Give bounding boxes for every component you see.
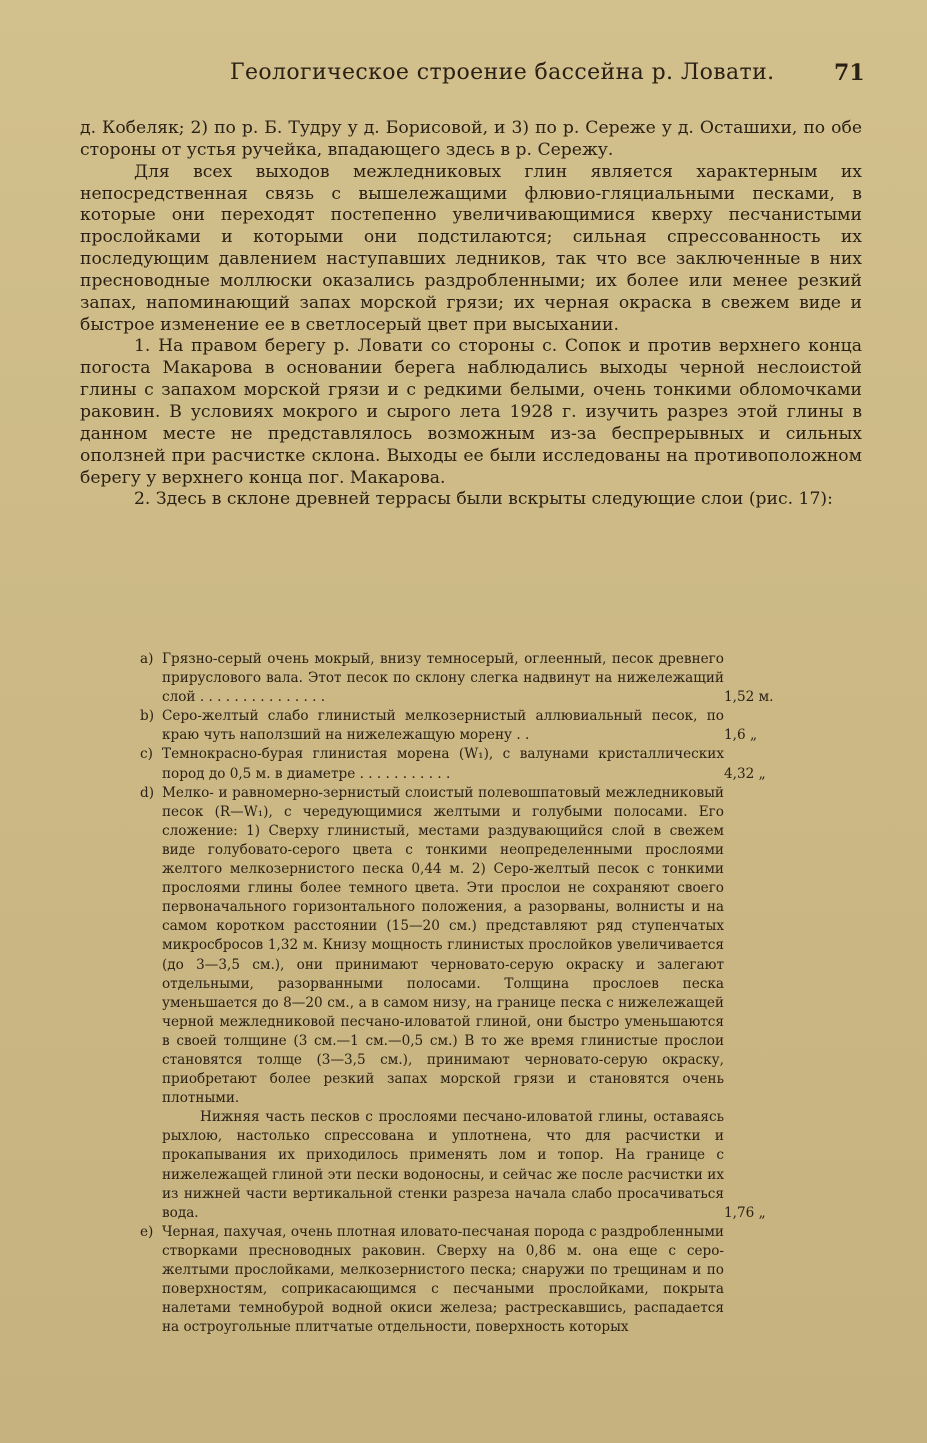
layer-letter: a) bbox=[140, 651, 154, 667]
layer-item-c bbox=[140, 745, 805, 783]
running-title: Геологическое строение бассейна р. Ловати. bbox=[230, 60, 775, 85]
page-number: 71 bbox=[834, 60, 865, 86]
section-layer-list bbox=[140, 650, 805, 1337]
layer-thickness: 1,76 „ bbox=[724, 1204, 766, 1221]
layer-item-d-continuation bbox=[140, 1108, 805, 1223]
paragraph: 2. Здесь в склоне древней террасы были вскрыты следующие слои (рис. 17): bbox=[134, 489, 833, 510]
layer-description: Грязно-серый очень мокрый, внизу темносерый, оглеенный, песок древнего прируслового вала. Этот песок по склону слегка надвинут на нижележащий слой . . . . . . . . . . . . . . . bbox=[162, 651, 724, 706]
layer-letter: b) bbox=[140, 708, 155, 725]
layer-item-b bbox=[140, 707, 805, 745]
layer-description: Черная, пахучая, очень плотная иловато-песчаная порода с раздробленными створками пресноводных раковин. Сверху на 0,86 м. она еще с серо-желтыми прослойками, мелкозернистого песка; снаружи по трещинам и по поверхностям, соприкасающимся с песчаными прослойками, покрыта налетами темнобурой водной окиси железа; растрескавшись, распадается на остроугольные плитчатые отдельности, поверхность которых bbox=[162, 1223, 724, 1336]
paragraph: д. Кобеляк; 2) по р. Б. Тудру у д. Борисовой, и 3) по р. Сереже у д. Осташихи, по обе стороны от устья ручейка, впадающего здесь в р. Сережу. bbox=[80, 118, 862, 160]
layer-thickness: 1,6 „ bbox=[724, 727, 757, 744]
layer-item-e bbox=[140, 1223, 805, 1338]
layer-description-continuation: Нижняя часть песков с прослоями песчано-иловатой глины, оставаясь рыхлою, настолько спрессована и уплотнена, что для расчистки и прокапывания их приходилось применять лом и топор. На границе с нижележащей глиной эти пески водоносны, и сейчас же после расчистки их из нижней части вертикальной стенки разреза начала слабо просачиваться вода. bbox=[162, 1109, 724, 1221]
layer-description: Серо-желтый слабо глинистый мелкозернистый аллювиальный песок, по краю чуть наползший на нижележащую морену . . bbox=[162, 708, 724, 744]
layer-item-d bbox=[140, 784, 805, 1109]
layer-letter: d) bbox=[140, 784, 155, 801]
layer-item-a bbox=[140, 650, 805, 707]
layer-thickness: 1,52 м. bbox=[724, 689, 774, 706]
main-text bbox=[80, 118, 862, 511]
layer-letter: c) bbox=[140, 746, 153, 763]
paragraph: Для всех выходов межледниковых глин является характерным их непосредственная связь с вышележащими флювио-гляциальными песками, в которые они переходят постепенно увеличивающимися кверху песчанистыми прослойками и которыми они подстилаются; сильная спрессованность их последующим давлением наступавших ледников, так что все заключенные в них пресноводные моллюски оказались раздробленными; их более или менее резкий запах, напоминающий запах морской грязи; их черная окраска в свежем виде и быстрое изменение ее в светлосерый цвет при высыхании. bbox=[80, 161, 862, 335]
paragraph: 1. На правом берегу р. Ловати со стороны с. Сопок и против верхнего конца погоста Макарова в основании берега наблюдались выходы черной неслоистой глины с запахом морской грязи и с редкими белыми, очень тонкими обломочками раковин. В условиях мокрого и сырого лета 1928 г. изучить разрез этой глины в данном месте не представлялось возможным из-за беспрерывных и сильных оползней при расчистке склона. Выходы ее были исследованы на противоположном берегу у верхнего конца пог. Макарова. bbox=[80, 336, 862, 488]
layer-description: Темнокрасно-бурая глинистая морена (W₁), с валунами кристаллических пород до 0,5 м. в диаметре . . . . . . . . . . . bbox=[162, 746, 724, 782]
layer-thickness: 4,32 „ bbox=[724, 765, 766, 782]
layer-letter: e) bbox=[140, 1223, 154, 1240]
layer-description: Мелко- и равномерно-зернистый слоистый полевошпатовый межледниковый песок (R—W₁), с чередующимися желтыми и голубыми полосами. Его сложение: 1) Сверху глинистый, местами раздувающийся слой в свежем виде голубовато-серого цвета с тонкими неопределенными прослоями желтого мелкозернистого песка 0,44 м. 2) Серо-желтый песок с тонкими прослоями глины более темного цвета. Эти прослои не сохраняют своего первоначального горизонтального положения, а разорваны, волнисты и на самом коротком расстоянии (15—20 см.) представляют ряд ступенчатых микросбросов 1,32 м. Книзу мощность глинистых прослойков увеличивается (до 3—3,5 см.), они принимают черновато-серую окраску и залегают отдельными, разорванными полосами. Толщина прослоев песка уменьшается до 8—20 см., а в самом низу, на границе песка с нижележащей черной межледниковой песчано-иловатой глиной, они быстро уменьшаются в своей толщине (3 см.—1 см.—0,5 см.) В то же время глинистые прослои становятся толще (3—3,5 см.), принимают черновато-серую окраску, приобретают более резкий запах морской грязи и становятся очень плотными. bbox=[162, 784, 724, 1107]
